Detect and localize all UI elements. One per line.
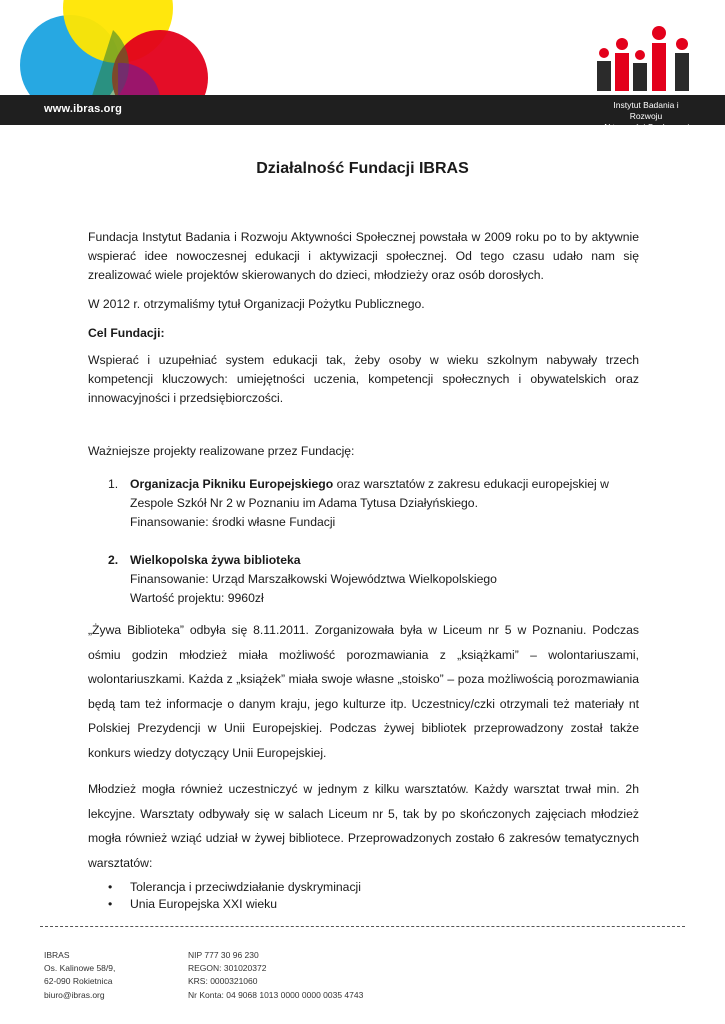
footer-divider	[40, 926, 685, 927]
ibras-logo	[594, 25, 694, 95]
goal-paragraph: Wspierać i uzupełniać system edukacji tak, żeby osoby w wieku szkolnym nabywały trzech kompetencji kluczowych: umiejętności uczenia, kompetencji społecznych i obywatelskich oraz innowacyjności i przedsiębiorczości.	[88, 353, 639, 405]
footer-org-name: IBRAS	[44, 950, 70, 960]
goal-heading: Cel Fundacji:	[88, 326, 165, 340]
project-description: oraz warsztatów z zakresu edukacji europejskiej w	[333, 477, 609, 491]
footer-street: Os. Kalinowe 58/9,	[44, 963, 116, 974]
project-number: 1.	[108, 477, 119, 491]
bullet-icon: •	[108, 897, 113, 911]
project-location: Zespole Szkół Nr 2 w Poznaniu im Adama Tytusa Działyńskiego.	[130, 496, 478, 510]
bullet-icon: •	[108, 880, 113, 894]
tagline-line-2: Aktywności Społecznej	[602, 122, 690, 132]
footer-registration	[188, 949, 363, 1002]
project-funding: Finansowanie: Urząd Marszałkowski Województwa Wielkopolskiego	[130, 572, 497, 586]
project-title: Wielkopolska żywa biblioteka	[130, 553, 301, 567]
intro-paragraph: Fundacja Instytut Badania i Rozwoju Aktywności Społecznej powstała w 2009 roku po to by aktywnie wspierać idee nowoczesnej edukacji i aktywizacji społecznej. Od tego czasu udało nam się zrealizować wiele projektów skierowanych do dzieci, młodzieży oraz osób dorosłych.	[88, 230, 639, 282]
project-funding: Finansowanie: środki własne Fundacji	[130, 515, 336, 529]
footer-krs: KRS: 0000321060	[188, 976, 258, 987]
projects-list	[88, 475, 639, 608]
workshop-topic: Unia Europejska XXI wieku	[130, 897, 277, 911]
header-decorative-circles	[0, 0, 260, 96]
list-item	[88, 879, 639, 896]
footer-regon: REGON: 301020372	[188, 963, 267, 974]
footer-email[interactable]: biuro@ibras.org	[44, 989, 105, 1000]
library-paragraph: „Żywa Biblioteka” odbyła się 8.11.2011. Zorganizowała była w Liceum nr 5 w Poznaniu. Podczas ośmiu godzin młodzież miała możliwość porozmawiania z „książkami” – wolontariuszami, wolontariuszkami. Każda z „książek” miała swoje własne „stoisko” – poza możliwością porozmawiania będą tam też informacje o danym kraju, jego kulturze itp. Uczestnicy/czki otrzymali też materiały nt Polskiej Prezydencji w Unii Europejskiej. Podczas żywej bibliotek przeprowadzony został także konkurs wiedzy dotyczący Unii Europejskiej.	[88, 623, 639, 760]
footer-address	[44, 949, 115, 1002]
footer-nip: NIP 777 30 96 230	[188, 950, 259, 960]
workshops-list	[88, 879, 639, 913]
footer-city: 62-090 Rokietnica	[44, 976, 113, 987]
page-title: Działalność Fundacji IBRAS	[256, 160, 469, 177]
project-number: 2.	[108, 553, 119, 567]
list-item	[88, 896, 639, 913]
institute-tagline	[596, 100, 696, 133]
document-body	[88, 228, 639, 913]
workshops-paragraph: Młodzież mogła również uczestniczyć w jednym z kilku warsztatów. Każdy warsztat trwał min. 2h lekcyjne. Warsztaty odbywały się w salach Liceum nr 5, tak by po skończonych zajęciach młodzież mogła również wziąć udział w żywej bibliotece. Przeprowadzonych zostało 6 zakresów tematycznych warsztatów:	[88, 782, 639, 870]
footer-bank-account: Nr Konta: 04 9068 1013 0000 0000 0035 4743	[188, 989, 364, 1000]
tagline-line-1: Instytut Badania i Rozwoju	[613, 100, 679, 121]
workshop-topic: Tolerancja i przeciwdziałanie dyskryminacji	[130, 880, 361, 894]
website-link[interactable]: www.ibras.org	[44, 103, 122, 115]
project-item	[88, 551, 639, 608]
project-item	[88, 475, 639, 532]
award-paragraph: W 2012 r. otrzymaliśmy tytuł Organizacji Pożytku Publicznego.	[88, 297, 425, 311]
projects-intro: Ważniejsze projekty realizowane przez Fundację:	[88, 444, 355, 458]
project-value: Wartość projektu: 9960zł	[130, 591, 264, 605]
project-title: Organizacja Pikniku Europejskiego	[130, 477, 334, 491]
